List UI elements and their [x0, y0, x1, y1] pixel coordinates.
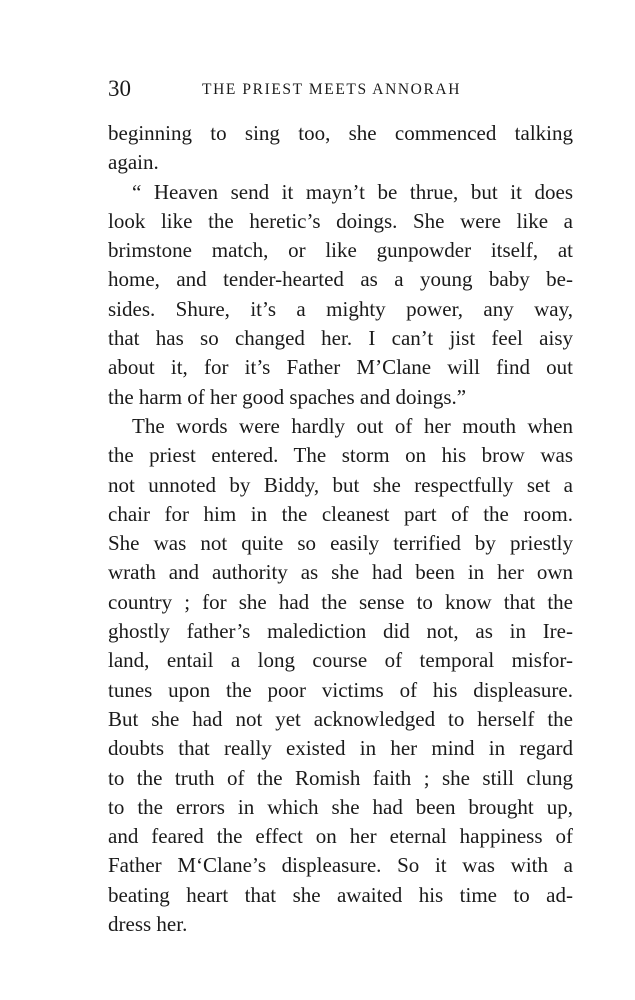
text-line: sides. Shure, it’s a mighty power, any way,: [108, 296, 573, 321]
body-text: [108, 119, 573, 939]
text-line: beginning to sing too, she commenced talking: [108, 121, 573, 145]
text-line: and feared the effect on her eternal happiness of: [108, 824, 573, 849]
text-line: But she had not yet acknowledged to herself the: [108, 706, 573, 731]
text-line: the harm of her good spaches and doings.”: [108, 384, 467, 409]
text-line: look like the heretic’s doings. She were like a: [108, 208, 573, 233]
text-line: that has so changed her. I can’t jist feel aisy: [108, 326, 573, 351]
text-line: about it, for it’s Father M’Clane will find out: [108, 355, 573, 380]
text-line: dress her.: [108, 912, 188, 937]
text-line: wrath and authority as she had been in her own: [108, 560, 573, 585]
text-line: Father M‘Clane’s displeasure. So it was with a: [108, 853, 573, 878]
text-line: doubts that really existed in her mind in regard: [108, 736, 573, 761]
text-line: beating heart that she awaited his time to ad-: [108, 882, 573, 907]
running-head: THE PRIEST MEETS ANNORAH: [202, 81, 462, 98]
text-line: ghostly father’s malediction did not, as in Ire-: [108, 619, 573, 644]
text-line: “ Heaven send it mayn’t be thrue, but it does: [132, 179, 573, 204]
text-line: home, and tender-hearted as a young baby be-: [108, 267, 573, 292]
text-line: brimstone match, or like gunpowder itself, at: [108, 238, 573, 263]
text-line: land, entail a long course of temporal misfor-: [108, 648, 573, 673]
text-line: She was not quite so easily terrified by priestly: [108, 531, 573, 556]
text-line: country ; for she had the sense to know that the: [108, 589, 573, 614]
text-line: not unnoted by Biddy, but she respectfully set a: [108, 472, 573, 497]
text-line: the priest entered. The storm on his brow was: [108, 443, 573, 468]
page-header: [108, 72, 573, 106]
text-line: again.: [108, 150, 159, 175]
text-line: chair for him in the cleanest part of the room.: [108, 501, 573, 526]
text-line: The words were hardly out of her mouth when: [132, 413, 573, 438]
text-line: to the truth of the Romish faith ; she still clung: [108, 765, 573, 790]
text-line: tunes upon the poor victims of his displeasure.: [108, 677, 573, 702]
text-line: to the errors in which she had been brought up,: [108, 794, 573, 819]
page-number: 30: [108, 76, 131, 101]
